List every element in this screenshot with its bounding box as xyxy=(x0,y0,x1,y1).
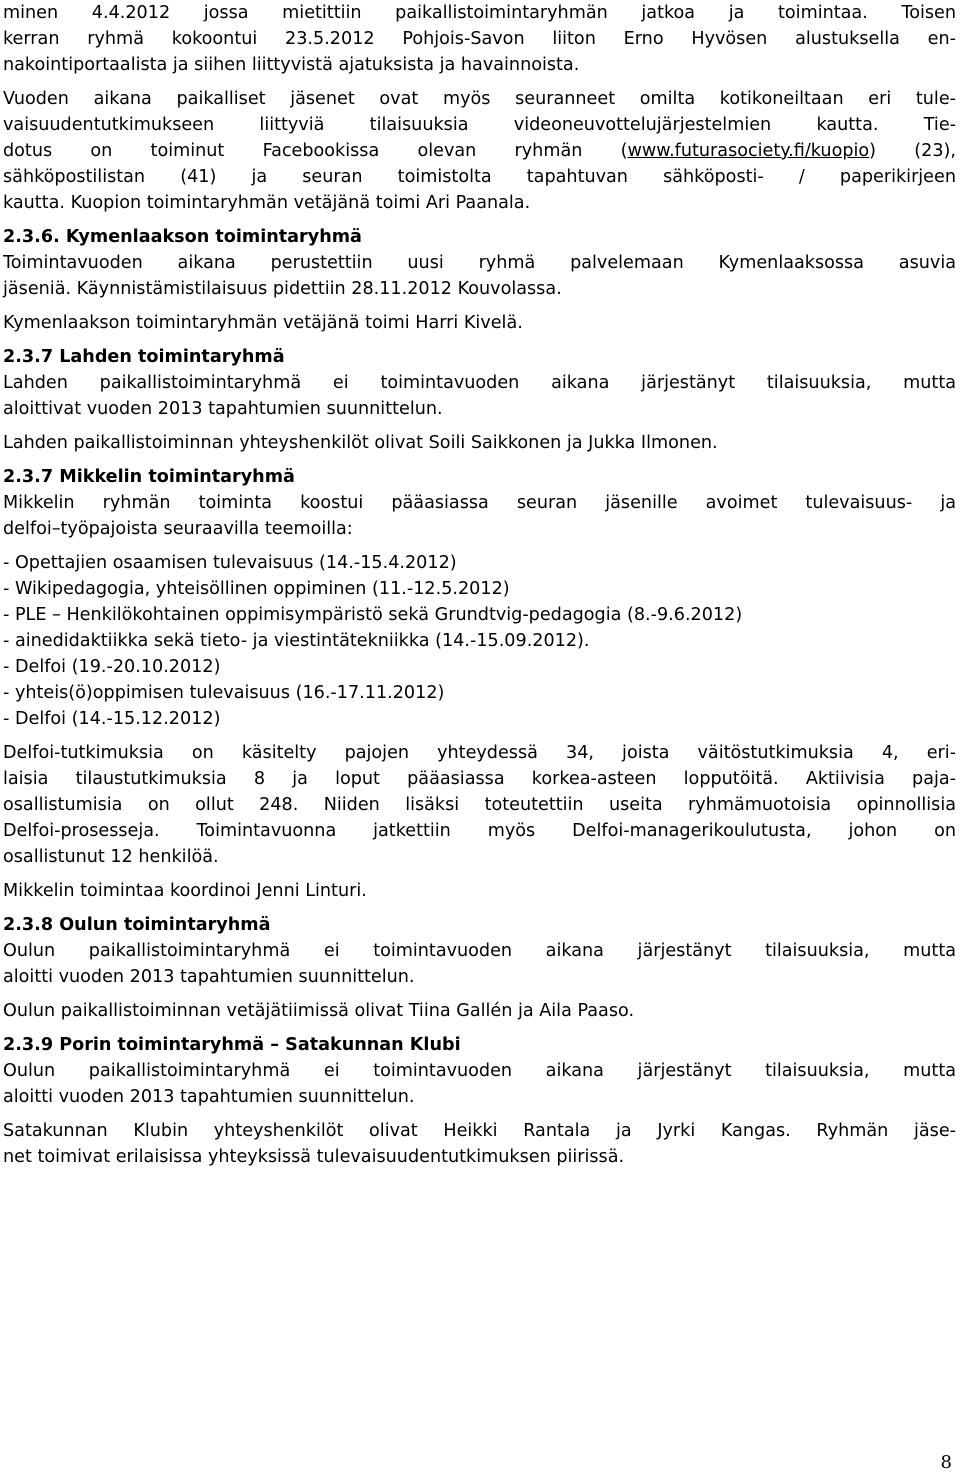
list-item: - PLE – Henkilökohtainen oppimisympäristö sekä Grundtvig-pedagogia (8.-9.6.2012) xyxy=(3,605,743,625)
section-heading: 2.3.7 Lahden toimintaryhmä xyxy=(3,347,285,367)
text-line: osallistunut 12 henkilöä. xyxy=(3,847,219,867)
text-line: Lahden paikallistoiminnan yhteyshenkilöt olivat Soili Saikkonen ja Jukka Ilmonen. xyxy=(3,433,718,453)
text-line: Mikkelin toimintaa koordinoi Jenni Linturi. xyxy=(3,881,367,901)
text-line: delfoi–työpajoista seuraavilla teemoilla: xyxy=(3,519,353,539)
list-item: - Delfoi (19.-20.10.2012) xyxy=(3,657,221,677)
text-segment: ) (23), xyxy=(869,141,956,161)
text-line: jäseniä. Käynnistämistilaisuus pidettiin 28.11.2012 Kouvolassa. xyxy=(3,279,562,299)
list-item: - Wikipedagogia, yhteisöllinen oppiminen (11.-12.5.2012) xyxy=(3,579,510,599)
text-line: minen 4.4.2012 jossa mietittiin paikallistoimintaryhmän jatkoa ja toimintaa. Toisen xyxy=(3,3,956,23)
text-line: aloittivat vuoden 2013 tapahtumien suunnittelun. xyxy=(3,399,443,419)
text-line: laisia tilaustutkimuksia 8 ja loput pääasiassa korkea-asteen lopputöitä. Aktiivisia paja- xyxy=(3,769,956,789)
list-item: - yhteis(ö)oppimisen tulevaisuus (16.-17.11.2012) xyxy=(3,683,445,703)
text-line: nakointiportaalista ja siihen liittyvistä ajatuksista ja havainnoista. xyxy=(3,55,580,75)
document-page xyxy=(3,0,956,1170)
section-heading: 2.3.8 Oulun toimintaryhmä xyxy=(3,915,271,935)
paragraph-kuopio-meetings xyxy=(3,0,956,78)
section-lahti xyxy=(3,344,956,456)
futurasociety-link[interactable]: www.futurasociety.fi/kuopio xyxy=(627,141,870,161)
section-mikkeli xyxy=(3,464,956,904)
text-line: aloitti vuoden 2013 tapahtumien suunnittelun. xyxy=(3,1087,415,1107)
section-heading: 2.3.9 Porin toimintaryhmä – Satakunnan Klubi xyxy=(3,1035,461,1055)
text-line: Satakunnan Klubin yhteyshenkilöt olivat Heikki Rantala ja Jyrki Kangas. Ryhmän jäse- xyxy=(3,1121,956,1141)
workshop-list xyxy=(3,550,956,732)
list-item: - ainedidaktiikka sekä tieto- ja viestintätekniikka (14.-15.09.2012). xyxy=(3,631,590,651)
section-heading: 2.3.7 Mikkelin toimintaryhmä xyxy=(3,467,295,487)
text-line: Lahden paikallistoimintaryhmä ei toimintavuoden aikana järjestänyt tilaisuuksia, mutta xyxy=(3,373,956,393)
text-line: Delfoi-prosesseja. Toimintavuonna jatkettiin myös Delfoi-managerikoulutusta, johon on xyxy=(3,821,956,841)
section-kymenlaakso xyxy=(3,224,956,336)
text-line: Mikkelin ryhmän toiminta koostui pääasiassa seuran jäsenille avoimet tulevaisuus- ja xyxy=(3,493,956,513)
section-pori xyxy=(3,1032,956,1170)
text-line: Vuoden aikana paikalliset jäsenet ovat myös seuranneet omilta kotikoneiltaan eri tule- xyxy=(3,89,956,109)
text-line-with-link xyxy=(3,138,956,164)
text-line: vaisuudentutkimukseen liittyviä tilaisuuksia videoneuvottelujärjestelmien kautta. Tie- xyxy=(3,115,956,135)
text-line: kerran ryhmä kokoontui 23.5.2012 Pohjois-Savon liiton Erno Hyvösen alustuksella en- xyxy=(3,29,956,49)
list-item: - Opettajien osaamisen tulevaisuus (14.-15.4.2012) xyxy=(3,553,457,573)
text-line: Oulun paikallistoimintaryhmä ei toimintavuoden aikana järjestänyt tilaisuuksia, mutta xyxy=(3,1061,956,1081)
text-line: osallistumisia on ollut 248. Niiden lisäksi toteutettiin useita ryhmämuotoisia opinnollisia xyxy=(3,795,956,815)
text-line: Kymenlaakson toimintaryhmän vetäjänä toimi Harri Kivelä. xyxy=(3,313,523,333)
page-number: 8 xyxy=(940,1452,952,1473)
list-item: - Delfoi (14.-15.12.2012) xyxy=(3,709,221,729)
text-line: Oulun paikallistoiminnan vetäjätiimissä olivat Tiina Gallén ja Aila Paaso. xyxy=(3,1001,635,1021)
section-heading: 2.3.6. Kymenlaakson toimintaryhmä xyxy=(3,227,362,247)
text-line: kautta. Kuopion toimintaryhmän vetäjänä toimi Ari Paanala. xyxy=(3,193,531,213)
text-line: Delfoi-tutkimuksia on käsitelty pajojen yhteydessä 34, joista väitöstutkimuksia 4, eri- xyxy=(3,743,956,763)
text-line: sähköpostilistan (41) ja seuran toimistolta tapahtuvan sähköposti- / paperikirjeen xyxy=(3,167,956,187)
text-line: aloitti vuoden 2013 tapahtumien suunnittelun. xyxy=(3,967,415,987)
text-line: Oulun paikallistoimintaryhmä ei toimintavuoden aikana järjestänyt tilaisuuksia, mutta xyxy=(3,941,956,961)
text-line: Toimintavuoden aikana perustettiin uusi ryhmä palvelemaan Kymenlaaksossa asuvia xyxy=(3,253,956,273)
paragraph-kuopio-remote xyxy=(3,86,956,216)
text-segment: dotus on toiminut Facebookissa olevan ryhmän ( xyxy=(3,141,628,161)
text-line: net toimivat erilaisissa yhteyksissä tulevaisuudentutkimuksen piirissä. xyxy=(3,1147,625,1167)
section-oulu xyxy=(3,912,956,1024)
